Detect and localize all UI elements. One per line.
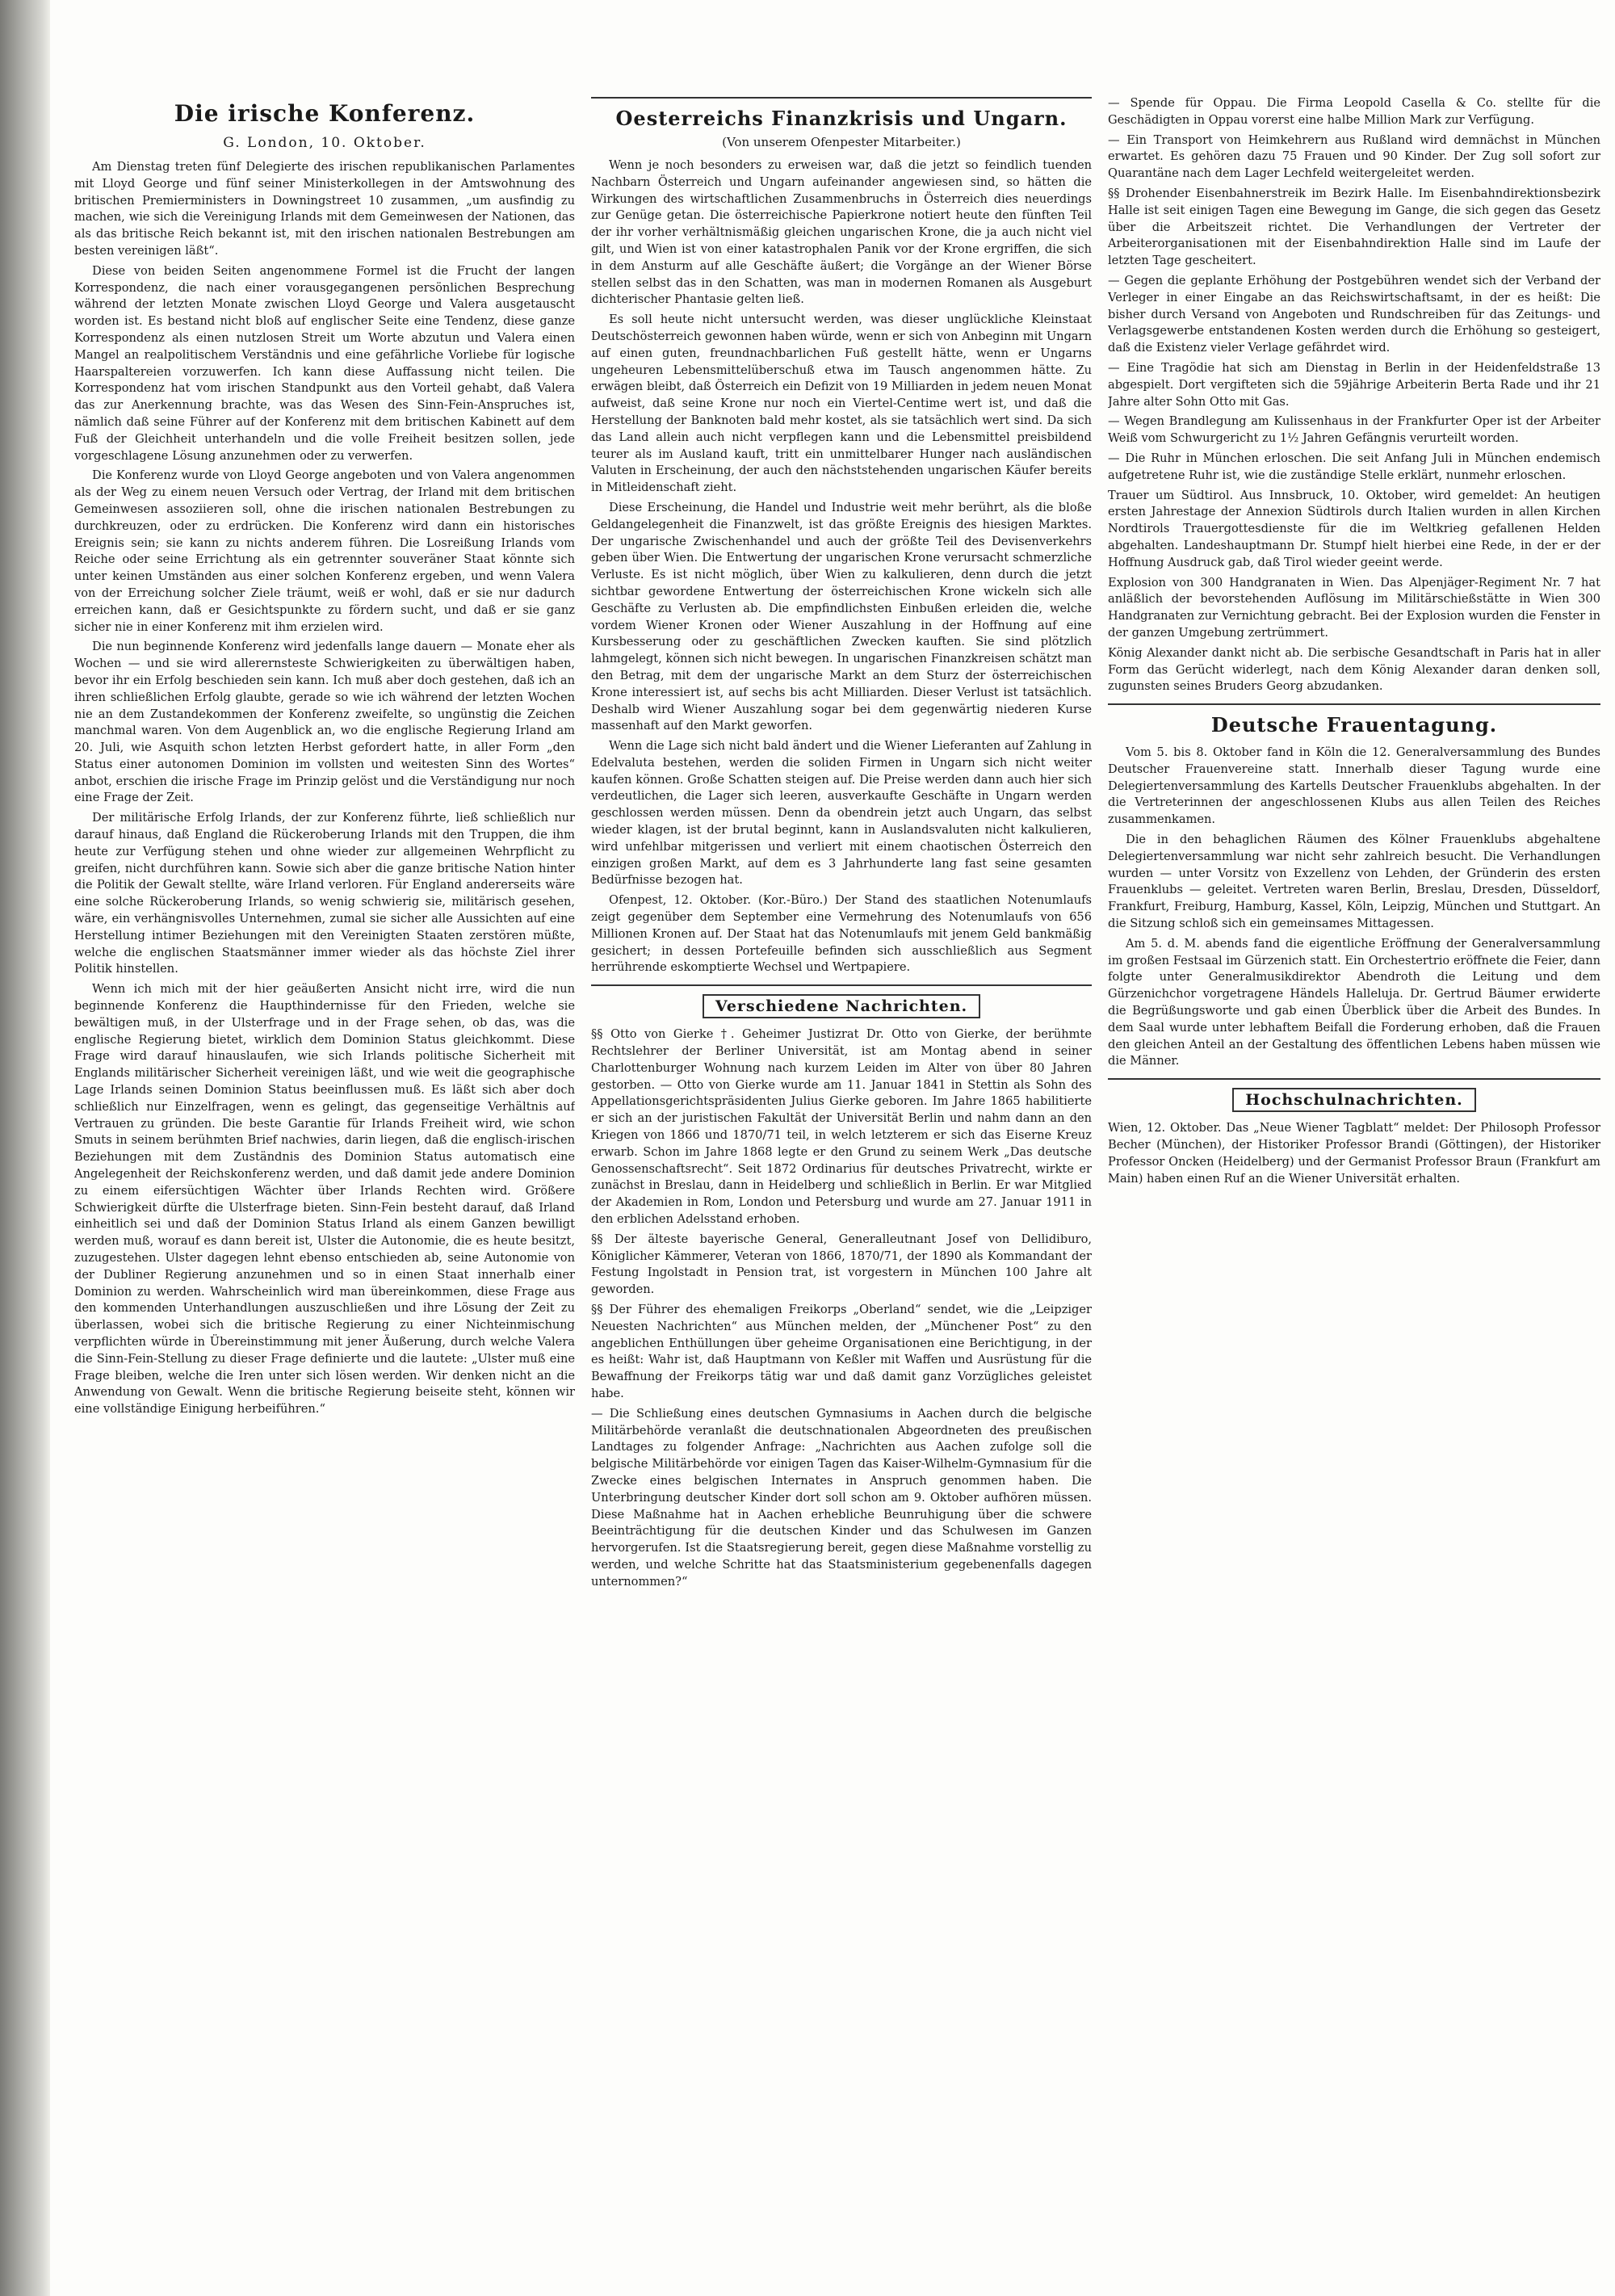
- austria-paragraph-1: Wenn je noch besonders zu erweisen war, daß die jetzt so feindlich tuenden Nachbarn Österreich und Ungarn aufeinander angewiesen sind, so hätten die Wirkungen des wirtschaftlichen Zusammenbruchs in Österreich dies neuerdings zur Genüge getan. Die österreichische Papierkrone notiert heute den fünften Teil der ihr vorher verhältnismäßig gleichen ungarischen Krone, die ja auch nicht viel gilt, und Wien ist von einer katastrophalen Panik vor der Krone ergriffen, die sich in dem Ansturm auf alle Geschäfte äußert; die Vorgänge an der Wiener Börse stellen selbst das in den Schatten, was man in modernen Romanen als Ausgeburt dichterischer Phantasie gelten ließ.: [591, 158, 1092, 307]
- irish-paragraph-3: Die Konferenz wurde von Lloyd George angeboten und von Valera angenommen als der Weg zu einem neuen Versuch oder Vertrag, der Irland mit dem britischen Gemeinwesen assoziieren soll, ohne die irischen nationalen Bestrebungen zu durchkreuzen, oder zu erdrücken. Die Konferenz wird dann ein historisches Ereignis sein; sie kann zu nichts anderem führen. Die Losreißung Irlands vom Reiche oder seine Errichtung als ein getrennter souveräner Staat könnte sich unter keinen Umständen aus einer solchen Konferenz ergeben, und wenn Valera von der Erreichung solcher Ziele träumt, weiß er wohl, daß er sie nur dadurch erreichen kann, daß er Gesichtspunkte zu fördern sucht, und daß er sie ganz sicher nie in einer Konferenz mit ihm erzielen wird.: [74, 468, 575, 634]
- women-section-rule: [1108, 703, 1600, 705]
- irish-paragraph-1: Am Dienstag treten fünf Delegierte des irischen republikanischen Parlamentes mit Lloyd George und fünf seiner Ministerkollegen in der Amtswohnung des britischen Premierministers in Downingstreet 10 zusammen, „um ausfindig zu machen, wie sich die Vereinigung Irlands mit dem Gemeinwesen der Nationen, das als das britische Reich bekannt ist, mit den irischen nationalen Bestrebungen am besten vereinigen läßt“.: [74, 160, 575, 258]
- irish-conference-title: Die irische Konferenz.: [174, 100, 476, 127]
- women-paragraph-2: Die in den behaglichen Räumen des Kölner Frauenklubs abgehaltene Delegiertenversammlung war nicht sehr zahlreich besucht. Die Verhandlungen wurden — unter Vorsitz von Exzellenz von Lehden, der Gründerin des ersten Frauenklubs — geleitet. Vertreten waren Berlin, Breslau, Dresden, Düsseldorf, Frankfurt, Freiburg, Hamburg, Kassel, Köln, Leipzig, München und Stuttgart. An die Sitzung schloß sich ein gemeinsames Mittagessen.: [1108, 833, 1600, 931]
- misc-news-title: Verschiedene Nachrichten.: [703, 994, 980, 1018]
- irish-paragraph-2: Diese von beiden Seiten angenommene Formel ist die Frucht der langen Korrespondenz, die nach einer vorausgegangenen persönlichen Besprechung während der letzten Monate zwischen Lloyd George und Valera ausgetauscht worden ist. Es bestand nicht bloß auf englischer Seite eine Tendenz, diese ganze Korrespondenz als einen nutzlosen Streit um Worte abzutun und Valera einen Mangel an realpolitischem Verständnis und eine gefährliche Vorliebe für logische Haarspaltereien vorzuwerfen. Ich kann diese Auffassung nicht teilen. Die Korrespondenz hat vom irischen Standpunkt aus den Vorteil gehabt, daß Valera das zur Anerkennung brachte, was das Wesen des Sinn-Fein-Anspruches ist, nämlich daß seine Führer auf der Konferenz mit dem britischen Kabinett auf dem Fuß der Gleichheit unterhandeln und die volle Freiheit besitzen sollen, jede vorgeschlagene Lösung anzunehmen oder zu verwerfen.: [74, 263, 575, 463]
- irish-paragraph-6: Wenn ich mich mit der hier geäußerten Ansicht nicht irre, wird die nun beginnende Konferenz die Haupthindernisse für den Frieden, welche sie bewältigen muß, in der Ulsterfrage und in der Frage sehen, ob das, was die englische Regierung bietet, wirklich dem Dominion Status gleichkommt. Diese Frage wird darauf hinauslaufen, wie sich Irlands politische Sicherheit mit Englands militärischer Sicherheit vereinigen läßt, und wie weit die geographische Lage Irlands seinen Dominion Status beeinflussen muß. Es läßt sich aber doch schließlich nur Einzelfragen, wenn es gelingt, das gegenseitige Verhältnis auf Vertrauen zu gründen. Die beste Garantie für Irlands Freiheit wird, wie schon Smuts in seinem berühmten Brief nachwies, darin liegen, daß die englisch-irischen Beziehungen mit dem Zuständnis des Dominion Status automatisch eine Angelegenheit der Reichskonferenz werden, und daß damit jede andere Dominion zu einem eifersüchtigen Wächter über Irlands Rechten wird. Größere Schwierigkeit dürfte die Ulsterfrage bieten. Sinn-Fein besteht darauf, daß Irland einheitlich sei und daß der Dominion Status Irland als einem Ganzen bewilligt werden muß, worauf es dann bereit ist, Ulster die Autonomie, die es heute besitzt, zuzugestehen. Ulster dagegen lehnt ebenso entschieden ab, seine Autonomie von der Dubliner Regierung anzunehmen und so in einen Staat innerhalb einer Dominion zu werden. Wahrscheinlich wird man übereinkommen, diese Frage aus den kommenden Unterhandlungen auszuschließen und ihre Lösung der Zeit zu überlassen, wobei sich die britische Regierung zu einer Nichteinmischung verpflichten würde in Übereinstimmung mit jener Äußerung, durch welche Valera die Sinn-Fein-Stellung zu dieser Frage definierte und die lautete: „Ulster muß eine Frage bleiben, welche die Iren unter sich lösen werden. Wir denken nicht an die Anwendung von Gewalt. Wenn die britische Regierung beiseite steht, können wir eine vollständige Einigung herbeiführen.“: [74, 982, 575, 1417]
- austria-paragraph-5: Ofenpest, 12. Oktober. (Kor.-Büro.) Der Stand des staatlichen Notenumlaufs zeigt gegenüber dem September eine Vermehrung des Notenumlaufs von 656 Millionen Kronen auf. Der Staat hat das Notenumlaufs mit jenem Geld bankmäßig gesichert; in dessen Portefeuille befinden sich ausschließlich aus Segment herrührende eskomptierte Wechsel und Wertpapiere.: [591, 893, 1092, 975]
- column-2-rule-top: [591, 97, 1092, 99]
- women-paragraph-3: Am 5. d. M. abends fand die eigentliche Eröffnung der Generalversammlung im großen Festsaal im Gürzenich statt. Ein Orchestertrio eröffnete die Feier, dann folgte unter Generalmusikdirektor Abendroth die Leitung und dem Gürzenichchor vorgetragene Händels Halleluja. Dr. Gertrud Bäumer erwiderte die Begrüßungsworte und gab einen Überblick über die Arbeit des Bundes. In dem Saal wurde unter lebhaftem Beifall die Forderung erhoben, daß die Frauen den gleichen Anteil an der Gestaltung des öffentlichen Lebens haben müssen wie die Männer.: [1108, 936, 1600, 1068]
- irish-paragraph-4: Die nun beginnende Konferenz wird jedenfalls lange dauern — Monate eher als Wochen — und sie wird allerernsteste Schwierigkeiten zu überwältigen haben, bevor ihr ein Erfolg beschieden sein kann. Ich muß aber doch gestehen, daß ich an ihren schließlichen Erfolg glaubte, gerade so wie ich während der letzten Wochen nie an dem Zustandekommen der Konferenz zweifelte, so ungünstig die Zeichen manchmal waren. Von dem Augenblick an, wo die englische Regierung Irland am 20. Juli, wie Asquith schon letzten Herbst gefordert hatte, in aller Form „den Status einer autonomen Dominion im vollsten und weitesten Sinn des Wortes“ anbot, erschien die irische Frage im Prinzip gelöst und die Verständigung nur noch eine Frage der Zeit.: [74, 640, 575, 805]
- short-news-item: König Alexander dankt nicht ab. Die serbische Gesandtschaft in Paris hat in aller Form das Gerücht widerlegt, nach dem König Alexander daran denken soll, zugunsten seines Bruders Georg abzudanken.: [1108, 645, 1600, 694]
- short-news-item: — Spende für Oppau. Die Firma Leopold Casella & Co. stellte für die Geschädigten in Oppau vorerst eine halbe Million Mark zur Verfügung.: [1108, 96, 1600, 127]
- university-news-title: Hochschulnachrichten.: [1232, 1088, 1476, 1112]
- austria-paragraph-3: Diese Erscheinung, die Handel und Industrie weit mehr berührt, als die bloße Geldangelegenheit die Finanzwelt, ist das größte Ereignis des hiesigen Marktes. Der ungarische Zwischenhandel und auch der größte Teil des Devisenverkehrs geben über Wien. Die Entwertung der ungarischen Krone verursacht schmerzliche Verluste. Es ist nicht möglich, über Wien zu kalkulieren, denn durch die jetzt sichtbar gewordene Entwertung der österreichischen Krone wickeln sich alle Geschäfte zu Verlusten ab. Die empfindlichsten Einbußen erleiden die, welche vordem Wiener Kronen oder Wiener Auszahlung in der Hoffnung auf eine Kursbesserung oder zu geschäftlichen Zwecken kauften. Sie sind plötzlich lahmgelegt, können sich nicht bewegen. In ungarischen Finanzkreisen schätzt man den Betrag, mit dem der ungarische Markt an dem Sturz der österreichischen Krone interessiert ist, auf sechs bis acht Milliarden. Dieser Verlust ist tatsächlich. Deshalb wird Wiener Auszahlung sogar bei dem gegenwärtig niederen Kurse massenhaft auf den Markt geworfen.: [591, 500, 1092, 733]
- short-news-item: — Ein Transport von Heimkehrern aus Rußland wird demnächst in München erwartet. Es gehören dazu 75 Frauen und 90 Kinder. Der Zug soll sofort zur Quarantäne nach dem Lager Lechfeld weitergeleitet werden.: [1108, 132, 1600, 181]
- women-paragraph-1: Vom 5. bis 8. Oktober fand in Köln die 12. Generalversammlung des Bundes Deutscher Frauenvereine statt. Innerhalb dieser Tagung wurde eine Delegiertenversammlung des Kartells Deutscher Frauenklubs abgehalten. In der die Vertreterinnen der angeschlossenen Klubs aus allen Teilen des Reiches zusammenkamen.: [1108, 745, 1600, 827]
- irish-conference-dateline: G. London, 10. Oktober.: [223, 135, 426, 151]
- women-conference-title: Deutsche Frauentagung.: [1210, 713, 1498, 737]
- university-section-rule: [1108, 1078, 1600, 1080]
- austria-paragraph-4: Wenn die Lage sich nicht bald ändert und die Wiener Lieferanten auf Zahlung in Edelvaluta bestehen, werden die soliden Firmen in Ungarn sich nicht weiter kaufen können. Große Schatten steigen auf. Die Preise werden dann auch hier sich verdeutlichen, die Lager sich leeren, ausverkaufte Geschäfte in Ungarn werden geschlossen werden müssen. Denn da obendrein jetzt auch Ungarn, das selbst wieder klagen, ist der brutal beginnt, kann in Auslandsvaluten nicht kalkulieren, wird unfehlbar mitgerissen und verliert mit einem chaotischen Österreich den einzigen großen Markt, auf dem es 3 Jahrhunderte lang fast seine gesamten Bedürfnisse bezogen hat.: [591, 739, 1092, 888]
- misc-news-item: §§ Otto von Gierke †. Geheimer Justizrat Dr. Otto von Gierke, der berühmte Rechtslehrer der Berliner Universität, ist am Montag abend in seiner Charlottenburger Wohnung nach kurzem Leiden im Alter von über 80 Jahren gestorben. — Otto von Gierke wurde am 11. Januar 1841 in Stettin als Sohn des Appellationsgerichtspräsidenten Julius Gierke geboren. Im Jahre 1865 habilitierte er sich an der juristischen Fakultät der Universität Berlin und nahm dann an den Kriegen von 1866 und 1870/71 teil, in welch letzterem er sich das Eiserne Kreuz erwarb. Schon im Jahre 1868 legte er den Grund zu seinem Werk „Das deutsche Genossenschaftsrecht“. Seit 1872 Ordinarius für deutsches Privatrecht, wirkte er zunächst in Breslau, dann in Heidelberg und schließlich in Berlin. Er war Mitglied der Akademien in Rom, London und Petersburg und wurde am 27. Januar 1911 in den erblichen Adelsstand erhoben.: [591, 1027, 1092, 1227]
- short-news-item: Explosion von 300 Handgranaten in Wien. Das Alpenjäger-Regiment Nr. 7 hat anläßlich der bevorstehenden Auflösung im Militärschießstätte in Wien 300 Handgranaten zur Vernichtung gebracht. Bei der Explosion wurden die Fenster in der ganzen Umgebung zertrümmert.: [1108, 575, 1600, 640]
- column-3: [1108, 95, 1600, 2276]
- misc-news-item: §§ Der Führer des ehemaligen Freikorps „Oberland“ sendet, wie die „Leipziger Neuesten Nachrichten“ aus München melden, der „Münchener Post“ zu den angeblichen Enthüllungen über geheime Organisationen eine Berichtigung, in der es heißt: Wahr ist, daß Hauptmann von Keßler mit Waffen und Ausrüstung für die Bewaffnung der Freikorps tätig war und daß damit ganz Vorzügliches geleistet habe.: [591, 1303, 1092, 1400]
- misc-news-rule: [591, 984, 1092, 986]
- short-news-item: Trauer um Südtirol. Aus Innsbruck, 10. Oktober, wird gemeldet: An heutigen ersten Jahrestage der Annexion Südtirols durch Italien wurden in allen Kirchen Nordtirols Trauergottesdienste für die im Weltkrieg gefallenen Helden abgehalten. Landeshauptmann Dr. Stumpf hielt hierbei eine Rede, in der er der Hoffnung Ausdruck gab, daß Tirol wieder geeint werde.: [1108, 488, 1600, 569]
- newspaper-page: [74, 95, 1600, 2276]
- misc-news-item: §§ Der älteste bayerische General, Generalleutnant Josef von Dellidiburo, Königlicher Kämmerer, Veteran von 1866, 1870/71, der 1890 als Kommandant der Festung Ingolstadt in Pension trat, ist vorgestern in München 100 Jahre alt geworden.: [591, 1232, 1092, 1297]
- austria-finance-title: Oesterreichs Finanzkrisis und Ungarn.: [615, 107, 1068, 130]
- book-binding-shadow: [0, 0, 50, 2296]
- short-news-item: §§ Drohender Eisenbahnerstreik im Bezirk Halle. Im Eisenbahndirektionsbezirk Halle ist seit einigen Tagen eine Bewegung im Gange, die sich gegen das Gesetz über die Arbeitszeit richtet. Die Verhandlungen der Vertreter der Arbeiterorganisationen mit der Eisenbahndirektion Halle sind im Laufe der letzten Tage gescheitert.: [1108, 186, 1600, 268]
- column-1: [74, 95, 575, 2276]
- university-news-paragraph: Wien, 12. Oktober. Das „Neue Wiener Tagblatt“ meldet: Der Philosoph Professor Becher (München), der Historiker Professor Brandi (Göttingen), der Historiker Professor Oncken (Heidelberg) und der Germanist Professor Braun (Frankfurt am Main) haben einen Ruf an die Wiener Universität erhalten.: [1108, 1121, 1600, 1186]
- austria-finance-byline: (Von unserem Ofenpester Mitarbeiter.): [722, 135, 961, 149]
- austria-paragraph-2: Es soll heute nicht untersucht werden, was dieser unglückliche Kleinstaat Deutschösterreich gewonnen haben würde, wenn er sich von Anbeginn mit Ungarn auf einen guten, freundnachbarlichen Fuß gestellt hätte, wenn er Ungarns ungeheuren Lebensmittelüberschuß etwa im Tausch angenommen hätte. Zu erwägen bleibt, daß Österreich ein Defizit von 19 Milliarden in jedem neuen Monat aufweist, daß seine Krone nur noch ein Viertel-Centime wert ist, und daß die Herstellung der Banknoten bald mehr kostet, als sie tatsächlich wert sind. Da sich das Land allein auch nicht verpflegen kann und die Lebensmittel preisbildend teurer als im Ausland kauft, tritt ein unmittelbarer Hunger nach ausländischen Valuten in Erscheinung, der auch den nächststehenden ungarischen Käufer bereits in Mitleidenschaft zieht.: [591, 313, 1092, 495]
- short-news-item: — Gegen die geplante Erhöhung der Postgebühren wendet sich der Verband der Verleger in einer Eingabe an das Reichswirtschaftsamt, in der es heißt: Die bisher durch Versand von Angeboten und Rundschreiben für das Zeitungs- und Verlagsgewerbe entstandenen Kosten werden durch die Erhöhung so gesteigert, daß die Existenz vieler Verlage gefährdet wird.: [1108, 273, 1600, 355]
- column-2: [591, 95, 1092, 2276]
- short-news-item: — Eine Tragödie hat sich am Dienstag in Berlin in der Heidenfeldstraße 13 abgespielt. Dort vergifteten sich die 59jährige Arbeiterin Berta Rade und ihr 21 Jahre alter Sohn Otto mit Gas.: [1108, 360, 1600, 409]
- irish-paragraph-5: Der militärische Erfolg Irlands, der zur Konferenz führte, ließ schließlich nur darauf hinaus, daß England die Rückeroberung Irlands mit den Truppen, die ihm heute zur Verfügung stehen und ohne wieder zur allgemeinen Wehrpflicht zu greifen, nicht durchführen kann. Sowie sich aber die ganze britische Nation hinter die Politik der Gewalt stellte, wäre Irland verloren. Für England andererseits wäre eine solche Rückeroberung Irlands, so wenig schwierig sie, militärisch gesehen, wäre, ein verhängnisvolles Unternehmen, zumal sie sicher alle Aussichten auf eine Herstellung intimer Beziehungen mit den Vereinigten Staaten zerstören müßte, welche die englischen Staatsmänner immer wieder als das höchste Ziel ihrer Politik hinstellen.: [74, 811, 575, 976]
- misc-news-item: — Die Schließung eines deutschen Gymnasiums in Aachen durch die belgische Militärbehörde veranlaßt die deutschnationalen Abgeordneten des preußischen Landtages zu folgender Anfrage: „Nachrichten aus Aachen zufolge soll die belgische Militärbehörde vor einigen Tagen das Kaiser-Wilhelm-Gymnasium für die Zwecke eines belgischen Internates in Anspruch genommen haben. Die Unterbringung deutscher Kinder dort soll schon am 9. Oktober aufhören müssen. Diese Maßnahme hat in Aachen erhebliche Beunruhigung über die schwere Beeinträchtigung für die deutschen Kinder und das Schulwesen im Ganzen hervorgerufen. Ist die Staatsregierung bereit, gegen diese Maßnahme vorstellig zu werden, und welche Schritte hat das Staatsministerium gegebenenfalls dagegen unternommen?“: [591, 1406, 1092, 1589]
- short-news-item: — Die Ruhr in München erloschen. Die seit Anfang Juli in München endemisch aufgetretene Ruhr ist, wie die zuständige Stelle erklärt, nunmehr erloschen.: [1108, 451, 1600, 482]
- short-news-item: — Wegen Brandlegung am Kulissenhaus in der Frankfurter Oper ist der Arbeiter Weiß vom Schwurgericht zu 1½ Jahren Gefängnis verurteilt worden.: [1108, 414, 1600, 446]
